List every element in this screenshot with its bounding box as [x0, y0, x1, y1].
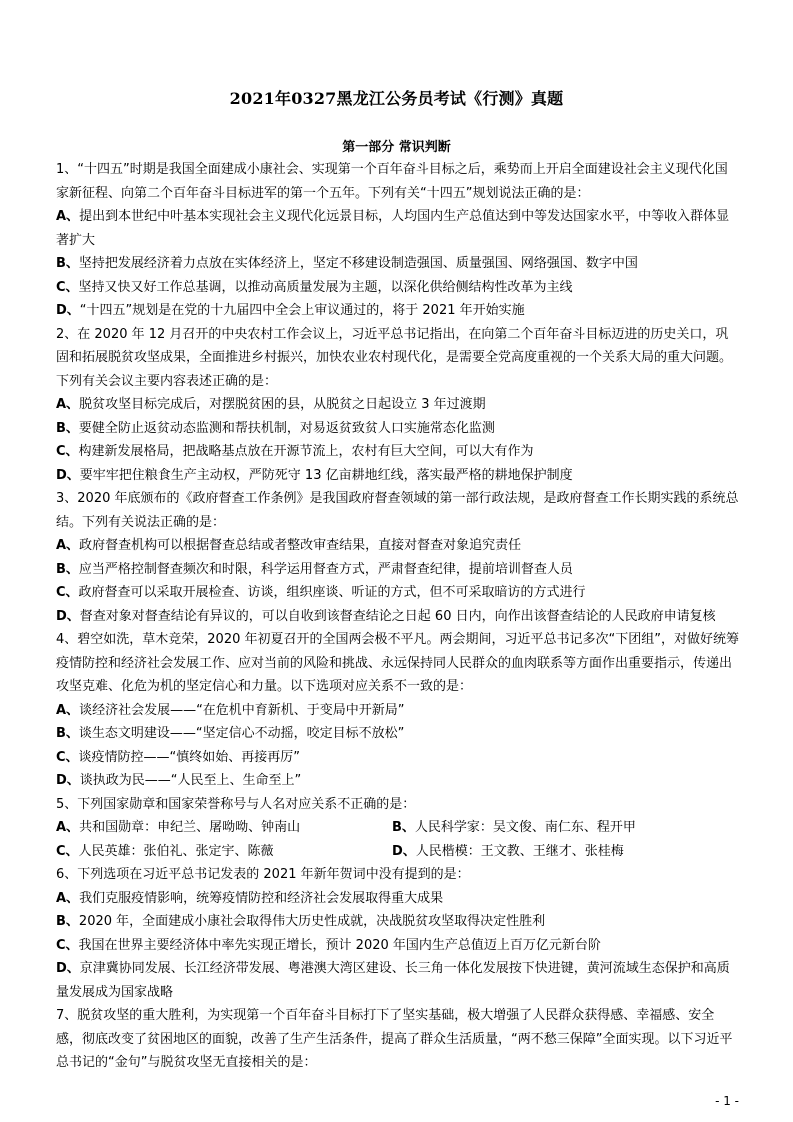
question-5-stem: 5、下列国家勋章和国家荣誉称号与人名对应关系不正确的是： [56, 796, 416, 812]
option-text: 坚持又快又好工作总基调，以推动高质量发展为主题，以深化供给侧结构性改革为主线 [78, 279, 573, 295]
question-6-option-c [56, 934, 740, 958]
question-4-option-c [56, 746, 740, 770]
option-text: 谈执政为民——“人民至上、生命至上” [79, 773, 302, 788]
option-letter: A、 [56, 702, 80, 718]
option-text: 坚持把发展经济着力点放在实体经济上，坚定不移建设制造强国、质量强国、网络强国、数字中国 [78, 256, 638, 271]
option-text: 京津冀协同发展、长江经济带发展、粤港澳大湾区建设、长三角一体化发展按下快进键，黄河流域生态保护和高质量发展成为国家战略 [56, 961, 730, 1000]
question-5-option-d [392, 840, 728, 864]
question-2-option-a [56, 393, 740, 417]
question-5-options-row-1 [56, 816, 740, 840]
option-letter: D、 [56, 467, 80, 483]
question-5-options-row-2 [56, 840, 740, 864]
question-5-option-c [56, 840, 392, 864]
question-5-option-a [56, 816, 392, 840]
question-3-option-c [56, 581, 740, 605]
question-6-option-d [56, 957, 740, 1004]
question-3-option-a [56, 534, 740, 558]
question-4-option-b [56, 722, 740, 746]
question-4-stem: 4、碧空如洗，草木竞荣，2020 年初夏召开的全国两会极不平凡。两会期间，习近平总书记多次“下团组”，对做好统筹疫情防控和经济社会发展工作、应对当前的风险和挑战、永远保持同人民群众的血肉联系等方面作出重要指示，传递出攻坚克难、化危为机的坚定信心和力量。以下选项对应关系不一致的是： [56, 632, 739, 694]
question-2-stem: 2、在 2020 年 12 月召开的中央农村工作会议上，习近平总书记指出，在向第二个百年奋斗目标迈进的历史关口，巩固和拓展脱贫攻坚成果，全面推进乡村振兴，加快农业农村现代化，是需要全党高度重视的一个关系大局的重大问题。下列有关会议主要内容表述正确的是： [56, 326, 733, 389]
option-letter: C、 [56, 444, 79, 459]
option-letter: D、 [56, 303, 80, 318]
option-letter: D、 [56, 961, 80, 976]
option-letter: A、 [56, 538, 80, 553]
option-letter: A、 [56, 820, 80, 835]
option-text: 要健全防止返贫动态监测和帮扶机制，对易返贫致贫人口实施常态化监测 [78, 420, 495, 436]
option-text: 谈生态文明建设——“坚定信心不动摇，咬定目标不放松” [78, 726, 405, 741]
option-text: 要牢牢把住粮食生产主动权，严防死守 13 亿亩耕地红线，落实最严格的耕地保护制度 [79, 467, 573, 483]
option-text: 共和国勋章：申纪兰、屠呦呦、钟南山 [79, 820, 301, 835]
question-3-stem: 3、2020 年底颁布的《政府督查工作条例》是我国政府督查领域的第一部行政法规，是政府督查工作长期实践的系统总结。下列有关说法正确的是： [56, 491, 739, 530]
question-3-option-b [56, 558, 740, 582]
page-number: - 1 - [715, 1094, 739, 1108]
option-letter: B、 [392, 820, 415, 835]
option-text: 我国在世界主要经济体中率先实现正增长，预计 2020 年国内生产总值迈上百万亿元新台阶 [78, 937, 601, 953]
question-5-option-b [392, 816, 728, 840]
option-letter: D、 [56, 608, 80, 624]
option-text: “十四五”规划是在党的十九届四中全会上审议通过的，将于 2021 年开始实施 [79, 303, 525, 318]
option-text: 谈经济社会发展——“在危机中育新机、于变局中开新局” [79, 702, 405, 718]
option-letter: A、 [56, 397, 80, 412]
question-1-stem: 1、“十四五”时期是我国全面建成小康社会、实现第一个百年奋斗目标之后，乘势而上开启全面建设社会主义现代化国家新征程、向第二个百年奋斗目标进军的第一个五年。下列有关“十四五”规划说法正确的是： [56, 162, 728, 201]
option-text: 政府督查可以采取开展检查、访谈，组织座谈、听证的方式，但不可采取暗访的方式进行 [78, 585, 586, 600]
option-text: 人民楷模：王文教、王继才、张桂梅 [415, 843, 624, 859]
question-1-option-c [56, 276, 740, 300]
option-letter: B、 [56, 561, 79, 577]
question-6-option-a [56, 887, 740, 911]
question-7-stem: 7、脱贫攻坚的重大胜利，为实现第一个百年奋斗目标打下了坚实基础，极大增强了人民群众获得感、幸福感、安全感，彻底改变了贫困地区的面貌，改善了生产生活条件，提高了群众生活质量，“两不愁三保障”全面实现。以下习近平总书记的“金句”与脱贫攻坚无直接相关的是： [56, 1008, 733, 1070]
questions-body [56, 158, 740, 1075]
option-text: 人民英雄：张伯礼、张定宇、陈薇 [78, 843, 274, 859]
question-2-option-b [56, 417, 740, 441]
question-1-option-a [56, 205, 740, 252]
question-1-option-d [56, 299, 740, 323]
question-6-stem: 6、下列选项在习近平总书记发表的 2021 年新年贺词中没有提到的是： [56, 867, 470, 882]
option-text: 提出到本世纪中叶基本实现社会主义现代化远景目标，人均国内生产总值达到中等发达国家水平，中等收入群体显著扩大 [56, 209, 730, 248]
option-letter: C、 [56, 749, 79, 765]
option-letter: C、 [56, 279, 79, 295]
option-letter: B、 [56, 256, 79, 271]
question-4-option-a [56, 699, 740, 723]
option-text: 构建新发展格局，把战略基点放在开源节流上，农村有巨大空间，可以大有作为 [78, 444, 534, 459]
section-heading: 第一部分 常识判断 [342, 140, 451, 155]
option-text: 脱贫攻坚目标完成后，对摆脱贫困的县，从脱贫之日起设立 3 年过渡期 [79, 397, 486, 412]
option-text: 应当严格控制督查频次和时限，科学运用督查方式，严肃督查纪律，提前培训督查人员 [78, 561, 573, 577]
option-text: 2020 年，全面建成小康社会取得伟大历史性成就，决战脱贫攻坚取得决定性胜利 [78, 914, 546, 929]
question-6-option-b [56, 910, 740, 934]
option-text: 督查对象对督查结论有异议的，可以自收到该督查结论之日起 60 日内，向作出该督查结论的人民政府申请复核 [79, 608, 716, 624]
option-letter: D、 [392, 843, 416, 859]
option-letter: B、 [56, 726, 79, 741]
option-letter: B、 [56, 420, 79, 436]
option-text: 我们克服疫情影响，统筹疫情防控和经济社会发展取得重大成果 [79, 890, 444, 906]
option-letter: C、 [56, 843, 79, 859]
option-letter: C、 [56, 937, 79, 953]
option-text: 政府督查机构可以根据督查总结或者整改审查结果，直接对督查对象追究责任 [79, 538, 522, 553]
question-2-option-c [56, 440, 740, 464]
question-2-option-d [56, 464, 740, 488]
document-title: 2021年0327黑龙江公务员考试《行测》真题 [229, 89, 564, 108]
option-letter: B、 [56, 914, 79, 929]
question-1-option-b [56, 252, 740, 276]
option-letter: D、 [56, 773, 80, 788]
question-4-option-d [56, 769, 740, 793]
option-letter: A、 [56, 890, 80, 906]
option-letter: C、 [56, 585, 79, 600]
option-letter: A、 [56, 209, 80, 224]
option-text: 人民科学家：吴文俊、南仁东、程开甲 [414, 820, 636, 835]
question-3-option-d [56, 605, 740, 629]
option-text: 谈疫情防控——“慎终如始、再接再厉” [78, 749, 301, 765]
